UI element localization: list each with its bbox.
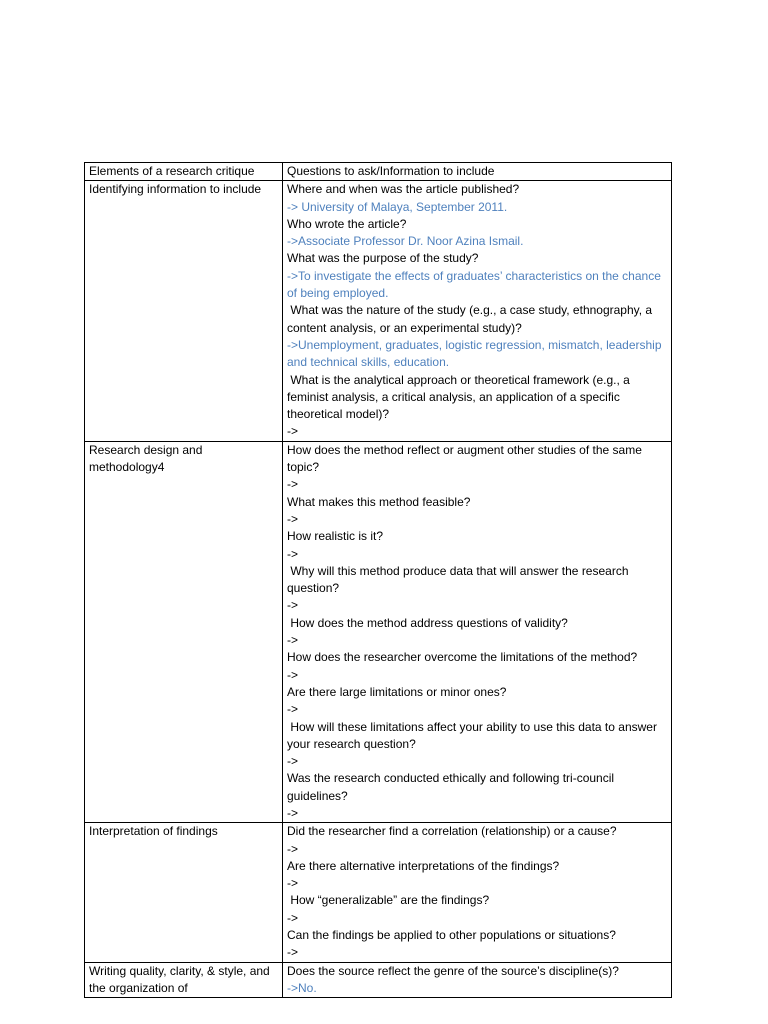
element-cell: Writing quality, clarity, & style, and the organization of	[85, 962, 283, 998]
table-row	[85, 441, 672, 823]
question-text: How does the researcher overcome the limitations of the method?	[287, 650, 638, 665]
question-text: How “generalizable” are the findings?	[287, 893, 490, 908]
question-text: ->	[287, 702, 299, 717]
table-header-row	[85, 163, 672, 181]
table-body	[85, 181, 672, 998]
question-text: ->	[287, 546, 299, 561]
header-questions: Questions to ask/Information to include	[283, 163, 672, 181]
question-text: ->	[287, 945, 299, 960]
questions-cell	[283, 181, 672, 441]
question-text: ->	[287, 754, 299, 769]
element-cell: Research design and methodology4	[85, 441, 283, 823]
question-text: How does the method address questions of validity?	[287, 615, 568, 630]
question-text: How realistic is it?	[287, 529, 384, 544]
question-text: Can the findings be applied to other populations or situations?	[287, 928, 616, 943]
question-text: Where and when was the article published?	[287, 182, 520, 197]
question-text: ->	[287, 876, 299, 891]
question-text: What is the analytical approach or theoretical framework (e.g., a feminist analysis, a critical analysis, an application of a specific theoretical model)?	[287, 372, 634, 422]
question-text: Did the researcher find a correlation (relationship) or a cause?	[287, 824, 617, 839]
answer-text: -> University of Malaya, September 2011.	[287, 199, 508, 214]
question-text: ->	[287, 910, 299, 925]
question-text: What makes this method feasible?	[287, 494, 471, 509]
table-row	[85, 181, 672, 441]
question-text: How does the method reflect or augment other studies of the same topic?	[287, 442, 646, 475]
question-text: ->	[287, 841, 299, 856]
element-cell: Interpretation of findings	[85, 823, 283, 962]
question-text: ->	[287, 511, 299, 526]
question-text: How will these limitations affect your ability to use this data to answer your research question?	[287, 719, 661, 751]
answer-text: ->No.	[287, 980, 317, 995]
question-text: ->	[287, 477, 299, 492]
header-elements: Elements of a research critique	[85, 163, 283, 181]
research-critique-table	[84, 162, 672, 998]
questions-cell	[283, 962, 672, 998]
question-text: Why will this method produce data that will answer the research question?	[287, 563, 632, 596]
questions-cell	[283, 823, 672, 962]
question-text: Are there large limitations or minor ones?	[287, 684, 507, 699]
questions-cell	[283, 441, 672, 823]
question-text: ->	[287, 805, 299, 820]
element-cell: Identifying information to include	[85, 181, 283, 441]
answer-text: ->To investigate the effects of graduates’ characteristics on the chance of being employed.	[287, 268, 665, 301]
question-text: ->	[287, 633, 299, 648]
question-text: Does the source reflect the genre of the source’s discipline(s)?	[287, 963, 619, 978]
table-row	[85, 962, 672, 998]
question-text: ->	[287, 598, 299, 613]
question-text: ->	[287, 667, 299, 682]
question-text: What was the purpose of the study?	[287, 251, 479, 266]
answer-text: ->Associate Professor Dr. Noor Azina Ismail.	[287, 234, 524, 249]
question-text: What was the nature of the study (e.g., a case study, ethnography, a content analysis, or an experimental study)?	[287, 303, 656, 335]
question-text: Are there alternative interpretations of the findings?	[287, 858, 560, 873]
answer-text: ->Unemployment, graduates, logistic regression, mismatch, leadership and technical skills, education.	[287, 337, 665, 370]
question-text: ->	[287, 424, 299, 439]
question-text: Who wrote the article?	[287, 216, 407, 231]
question-text: Was the research conducted ethically and following tri-council guidelines?	[287, 771, 618, 803]
table-row	[85, 823, 672, 962]
